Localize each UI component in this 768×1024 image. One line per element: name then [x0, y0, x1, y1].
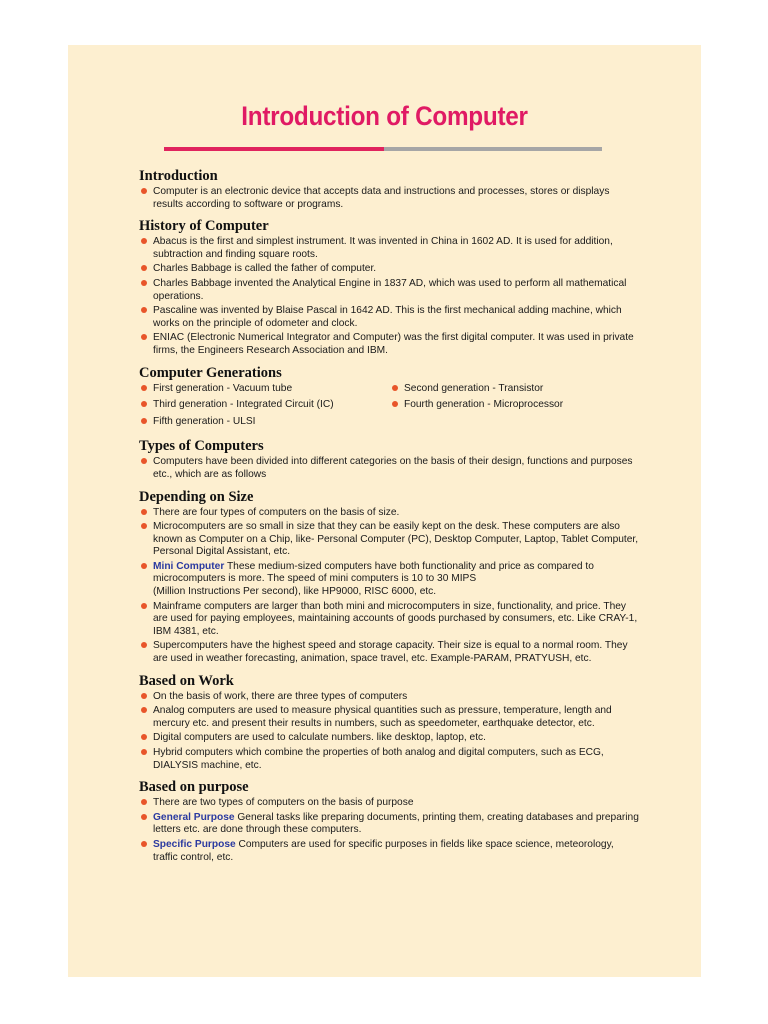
list-item: Charles Babbage is called the father of computer. — [139, 263, 639, 276]
bullet-list — [139, 691, 639, 773]
list-item: There are two types of computers on the basis of purpose — [139, 797, 639, 810]
bullet-list — [139, 236, 639, 357]
list-item: Mini Computer These medium-sized computers have both functionality and price as compared to microcomputers is more. The speed of mini computers is 10 to 30 MIPS (Million Instructions Per second), like HP9000, RISC 6000, etc. — [139, 561, 639, 599]
section-heading: History of Computer — [139, 218, 269, 235]
section-heading: Based on Work — [139, 672, 234, 689]
section-purpose — [139, 778, 639, 864]
list-item: Computers have been divided into different categories on the basis of their design, functions and purposes etc., which are as follows — [139, 456, 639, 481]
list-item: Supercomputers have the highest speed and storage capacity. Their size is equal to a normal room. They are used in weather forecasting, animation, space travel, etc. Example-PARAM, PRATYUSH, etc. — [139, 640, 639, 665]
bullet-icon — [141, 418, 147, 424]
bullet-icon — [141, 734, 147, 740]
section-history — [139, 217, 639, 357]
bullet-list-two-column — [139, 382, 639, 432]
bullet-list — [139, 507, 639, 666]
section-heading: Depending on Size — [139, 488, 254, 505]
section-heading: Computer Generations — [139, 364, 282, 381]
section-generations — [139, 364, 639, 432]
bullet-icon — [141, 563, 147, 569]
bullet-icon — [141, 334, 147, 340]
bullet-icon — [141, 523, 147, 529]
section-work — [139, 672, 639, 773]
list-item: Specific Purpose Computers are used for specific purposes in fields like space science, meteorology, traffic control, etc. — [139, 839, 639, 864]
bullet-list — [139, 797, 639, 864]
section-heading: Based on purpose — [139, 779, 249, 796]
section-heading: Types of Computers — [139, 438, 264, 455]
bullet-icon — [141, 603, 147, 609]
list-item: Microcomputers are so small in size that they can be easily kept on the desk. These computers are also known as Computer on a Chip, like- Personal Computer (PC), Desktop Computer, Laptop, Tablet Computer, Personal Digital Assistant, etc. — [139, 521, 639, 559]
bullet-icon — [141, 814, 147, 820]
section-size — [139, 488, 639, 666]
page-title: Introduction of Computer — [241, 101, 528, 131]
term-specific-purpose: Specific Purpose — [153, 838, 236, 850]
list-item: Mainframe computers are larger than both mini and microcomputers in size, functionality, and price. They are used for paying employees, maintaining accounts of goods purchased by consumers, etc. Like CRAY-1, IBM 4381, etc. — [139, 601, 639, 639]
bullet-icon — [392, 385, 398, 391]
section-heading: Introduction — [139, 168, 218, 184]
bullet-icon — [141, 707, 147, 713]
bullet-icon — [141, 509, 147, 515]
list-item: On the basis of work, there are three types of computers — [139, 691, 639, 704]
bullet-icon — [141, 280, 147, 286]
term-mini-computer: Mini Computer — [153, 560, 225, 572]
bullet-list — [139, 186, 639, 211]
bullet-icon — [141, 458, 147, 464]
bullet-icon — [141, 642, 147, 648]
list-item: Computer is an electronic device that accepts data and instructions and processes, stores or displays results according to software or programs. — [139, 186, 639, 211]
list-item: Analog computers are used to measure physical quantities such as pressure, temperature, length and mercury etc. and present their results in numbers, such as speedometer, earthquake detector, etc. — [139, 705, 639, 730]
bullet-icon — [141, 188, 147, 194]
title-underline-gray — [384, 147, 602, 151]
list-item: Third generation - Integrated Circuit (IC) — [139, 399, 390, 412]
bullet-icon — [141, 307, 147, 313]
section-types — [139, 437, 639, 481]
bullet-icon — [141, 799, 147, 805]
list-item: First generation - Vacuum tube — [139, 383, 390, 396]
bullet-icon — [141, 693, 147, 699]
document-page — [68, 45, 701, 977]
bullet-icon — [141, 401, 147, 407]
bullet-icon — [141, 385, 147, 391]
section-introduction — [139, 167, 639, 211]
list-item: Charles Babbage invented the Analytical Engine in 1837 AD, which was used to perform all mathematical operations. — [139, 278, 639, 303]
bullet-icon — [141, 749, 147, 755]
bullet-icon — [141, 265, 147, 271]
list-item: ENIAC (Electronic Numerical Integrator and Computer) was the first digital computer. It was used in private firms, the Engineers Research Association and IBM. — [139, 332, 639, 357]
list-item: General Purpose General tasks like preparing documents, printing them, creating databases and preparing letters etc. are done through these computers. — [139, 812, 639, 837]
list-item: Second generation - Transistor — [390, 383, 640, 396]
list-item: There are four types of computers on the basis of size. — [139, 507, 639, 520]
bullet-icon — [392, 401, 398, 407]
list-item: Fourth generation - Microprocessor — [390, 399, 640, 412]
bullet-icon — [141, 841, 147, 847]
list-item: Pascaline was invented by Blaise Pascal in 1642 AD. This is the first mechanical adding machine, which works on the principle of odometer and clock. — [139, 305, 639, 330]
term-general-purpose: General Purpose — [153, 811, 235, 823]
list-item: Digital computers are used to calculate numbers. like desktop, laptop, etc. — [139, 732, 639, 745]
list-item: Abacus is the first and simplest instrument. It was invented in China in 1602 AD. It is used for addition, subtraction and finding square roots. — [139, 236, 639, 261]
document-content — [139, 167, 639, 870]
title-underline-red — [164, 147, 384, 151]
list-item: Fifth generation - ULSI — [139, 416, 390, 429]
list-item: Hybrid computers which combine the properties of both analog and digital computers, such as ECG, DIALYSIS machine, etc. — [139, 747, 639, 772]
bullet-list — [139, 456, 639, 481]
bullet-icon — [141, 238, 147, 244]
